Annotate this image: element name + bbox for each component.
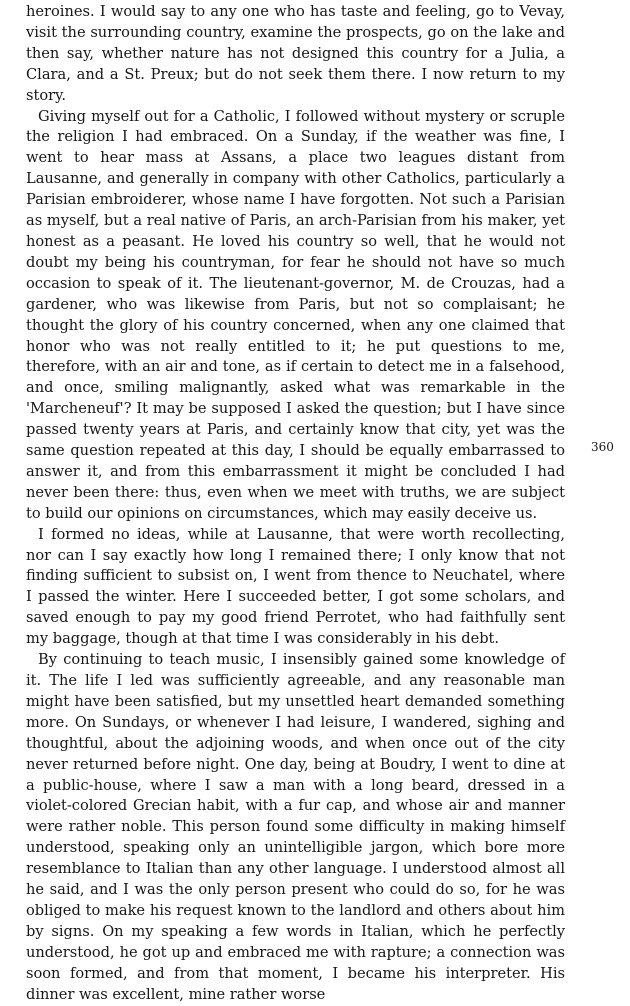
body-text bbox=[26, 2, 565, 1006]
paragraph: heroines. I would say to any one who has taste and feeling, go to Vevay, visit the surrounding country, examine the prospects, go on the lake and then say, whether nature has not designed this country for a Julia, a Clara, and a St. Preux; but do not seek them there. I now return to my story. bbox=[26, 3, 565, 104]
paragraph: Giving myself out for a Catholic, I followed without mystery or scruple the religion I had embraced. On a Sunday, if the weather was fine, I went to hear mass at Assans, a place two leagues distant from Lausanne, and generally in company with other Catholics, particularly a Parisian embroiderer, whose name I have forgotten. Not such a Parisian as myself, but a real native of Paris, an arch-Parisian from his maker, yet honest as a peasant. He loved his country so well, that he would not doubt my being his countryman, for fear he should not have so much occasion to speak of it. The lieutenant-governor, M. de Crouzas, had a gardener, who was likewise from Paris, but not so complaisant; he thought the glory of his country concerned, when any one claimed that honor who was not really entitled to it; he put questions to me, therefore, with an air and tone, as if certain to detect me in a falsehood, and once, smiling malignantly, asked what was remarkable in the 'Marcheneuf'? It may be supposed I asked the question; but I have since passed twenty years at Paris, and certainly know that city, yet was the same question repeated at this day, I should be equally embarrassed to answer it, and from this embarrassment it might be concluded I had never been there: thus, even when we meet with truths, we are subject to build our opinions on circumstances, which may easily deceive us. bbox=[26, 107, 565, 522]
paragraph: I formed no ideas, while at Lausanne, that were worth recollecting, nor can I say exactly how long I remained there; I only know that not finding sufficient to subsist on, I went from thence to Neuchatel, where I passed the winter. Here I succeeded better, I got some scholars, and saved enough to pay my good friend Perrotet, who had faithfully sent my baggage, though at that time I was considerably in his debt. bbox=[26, 525, 565, 648]
paragraph: By continuing to teach music, I insensibly gained some knowledge of it. The life I led was sufficiently agreeable, and any reasonable man might have been satisfied, but my unsettled heart demanded something more. On Sundays, or whenever I had leisure, I wandered, sighing and thoughtful, about the adjoining woods, and when once out of the city never returned before night. One day, being at Boudry, I went to dine at a public-house, where I saw a man with a long beard, dressed in a violet-colored Grecian habit, with a fur cap, and whose air and manner were rather noble. This person found some difficulty in making himself understood, speaking only an unintelligible jargon, which bore more resemblance to Italian than any other language. I understood almost all he said, and I was the only person present who could do so, for he was obliged to make his request known to the landlord and others about him by signs. On my speaking a few words in Italian, which he perfectly understood, he got up and embraced me with rapture; a connection was soon formed, and from that moment, I became his interpreter. His dinner was excellent, mine rather worse bbox=[26, 651, 565, 1003]
page-number: 360 bbox=[591, 440, 614, 454]
